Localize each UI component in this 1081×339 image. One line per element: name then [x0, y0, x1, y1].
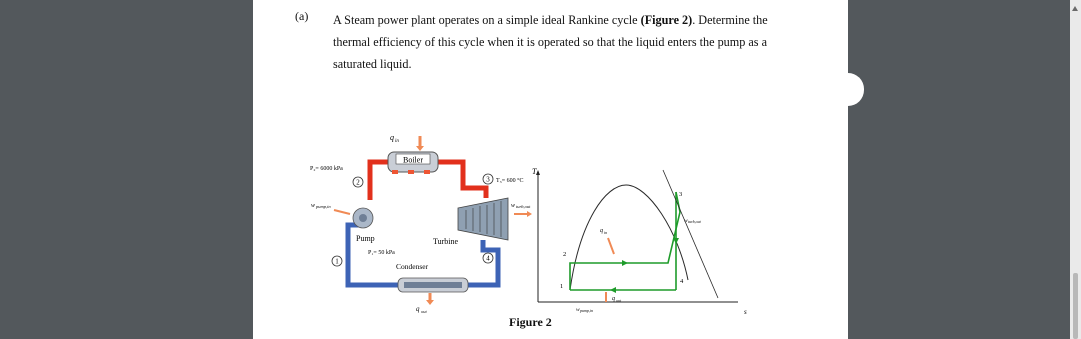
ts-state-4-label: 4 [680, 278, 684, 285]
ts-q-out-label: q [612, 296, 615, 302]
w-turb-subscript: turb,out [516, 204, 531, 209]
w-pump-label: w [311, 203, 316, 209]
ts-q-in-label: q [600, 228, 603, 234]
q-out-arrowhead-icon [426, 300, 434, 305]
ts-isobar-line [663, 170, 718, 298]
boiler-burner [408, 170, 414, 174]
turbine-body-icon [458, 198, 508, 240]
pipe-2 [370, 162, 388, 200]
p1-label: P₁= 50 kPa [368, 250, 395, 256]
ts-w-turb-label: w [684, 218, 688, 224]
condenser-tubes [404, 282, 462, 288]
pipe-4 [468, 240, 498, 285]
w-pump-subscript: pump,in [316, 204, 331, 209]
rankine-figure [308, 130, 868, 315]
scrollbar-thumb[interactable] [1073, 273, 1078, 339]
q-out-subscript: out [421, 309, 427, 314]
ts-q-in-arrow-icon [608, 238, 614, 254]
boiler-burner [392, 170, 398, 174]
condenser-label: Condenser [396, 262, 429, 271]
ts-state-2-label: 2 [563, 251, 567, 258]
pump-label: Pump [356, 234, 375, 243]
state-3-label: 3 [486, 175, 490, 184]
ts-heat-addition-path [570, 191, 683, 290]
ts-s-label: s [744, 308, 747, 315]
w-turb-arrowhead-icon [527, 211, 532, 217]
ts-w-turb-subscript: turb,out [688, 219, 701, 224]
ts-w-pump-subscript: pump,in [580, 308, 593, 313]
figure-caption: Figure 2 [509, 315, 552, 329]
t3-label: T₃= 600 °C [496, 178, 524, 184]
w-pump-arrow-icon [334, 210, 350, 214]
q-in-subscript: in [395, 139, 399, 144]
boiler-burner [424, 170, 430, 174]
q-out-label: q [416, 305, 420, 313]
question-text-part: A Steam power plant operates on a simple ideal Rankine cycle [333, 13, 641, 27]
state-2-label: 2 [356, 178, 360, 187]
question-label: (a) [295, 9, 309, 23]
state-4-label: 4 [486, 254, 490, 263]
pump-impeller-icon [359, 214, 367, 222]
scroll-up-icon[interactable] [1072, 6, 1078, 11]
turbine-label: Turbine [433, 237, 459, 246]
document-page [253, 0, 848, 339]
left-margin-panel [0, 0, 253, 339]
ts-state-1-label: 1 [560, 283, 564, 290]
right-margin-panel [848, 0, 1070, 339]
state-1-label: 1 [335, 257, 339, 266]
ts-q-out-subscript: out [616, 298, 622, 303]
question-text-part: . Determine the thermal efficiency of this cycle when it is operated so that the liquid enters the pump as a saturated liquid. [333, 13, 768, 71]
ts-t-label: T [532, 167, 537, 176]
ts-t-axis-arrowhead-icon [536, 170, 540, 175]
pipe-3 [438, 162, 486, 198]
q-in-arrowhead-icon [416, 146, 424, 151]
saturation-dome [570, 185, 688, 290]
p2-label: P₂= 6000 kPa [310, 166, 343, 172]
ts-arrow-icon [622, 260, 628, 266]
boiler-label: Boiler [403, 155, 423, 165]
ts-arrow-icon [610, 287, 616, 293]
ts-w-pump-label: w [576, 307, 580, 313]
q-in-label: q [390, 133, 394, 142]
w-turb-label: w [511, 203, 516, 209]
figure-reference: (Figure 2) [640, 13, 693, 27]
ts-q-in-subscript: in [604, 230, 608, 235]
question-text [333, 9, 783, 75]
ts-state-3-label: 3 [679, 191, 683, 198]
